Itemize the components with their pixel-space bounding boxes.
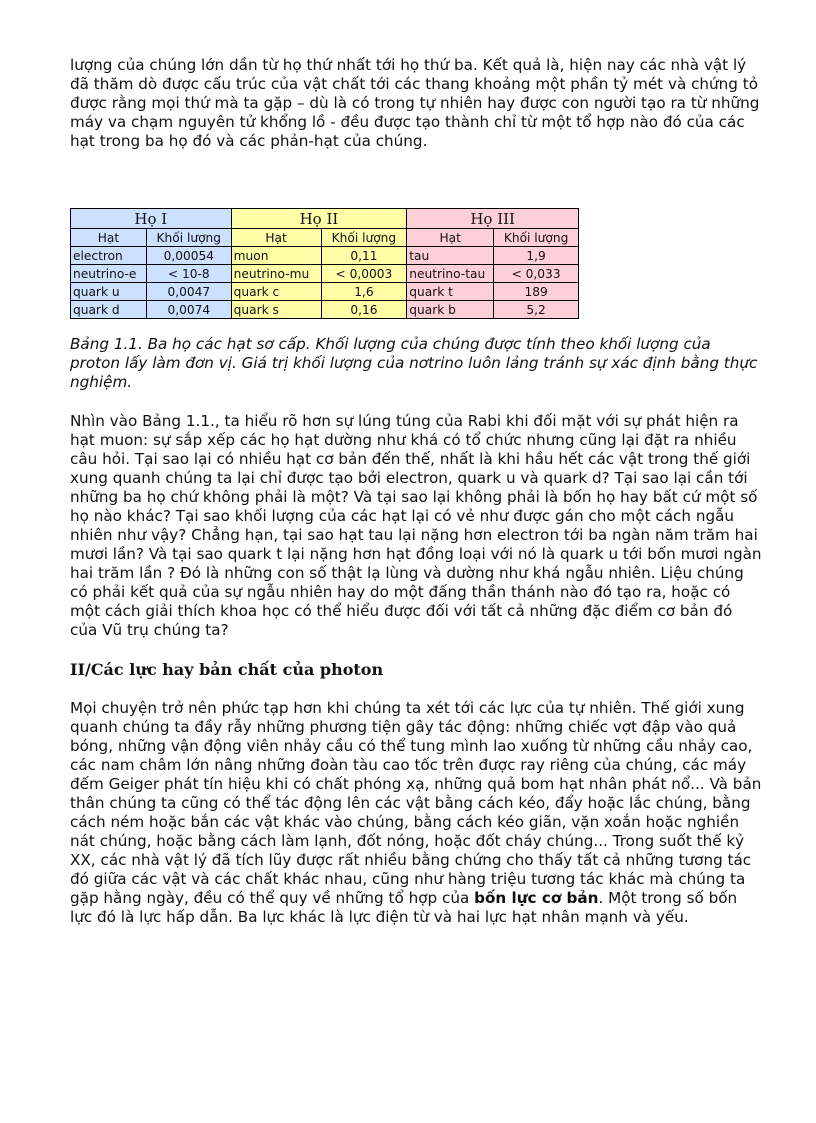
mass-cell: 0,16 <box>321 301 407 319</box>
family-2-header: Họ II <box>231 209 407 229</box>
particle-cell: quark c <box>231 283 321 301</box>
particle-families-table <box>70 208 579 319</box>
particle-cell: neutrino-tau <box>407 265 494 283</box>
particle-table-wrapper <box>70 208 762 319</box>
family-1-header: Họ I <box>71 209 232 229</box>
table-caption: Bảng 1.1. Ba họ các hạt sơ cấp. Khối lượng của chúng được tính theo khối lượng của proton lấy làm đơn vị. Giá trị khối lượng của nơtrino luôn lảng tránh sự xác định bằng thực nghiệm. <box>70 335 758 391</box>
col-mass-1: Khối lượng <box>146 229 231 247</box>
col-particle-3: Hạt <box>407 229 494 247</box>
family-3-header: Họ III <box>407 209 579 229</box>
analysis-paragraph: Nhìn vào Bảng 1.1., ta hiểu rõ hơn sự lúng túng của Rabi khi đối mặt với sự phát hiện ra hạt muon: sự sắp xếp các họ hạt dường như khá có tổ chức nhưng cũng lại đặt ra nhiều câu hỏi. Tại sao lại có nhiều hạt cơ bản đến thế, nhất là khi hầu hết các vật trong thế giới xung quanh chúng ta lại chỉ được tạo bởi electron, quark u và quark d? Tại sao lại cần tới những ba họ chứ không phải là một? Và tại sao lại không phải là bốn họ hay bất cứ một số họ nào khác? Tại sao khối lượng của các hạt lại có vẻ như được gán cho một cách ngẫu nhiên như vậy? Chẳng hạn, tại sao hạt tau lại nặng hơn electron tới ba ngàn năm trăm hai mươi lần? Và tại sao quark t lại nặng hơn hạt đồng loại với nó là quark u tới bốn mươi ngàn hai trăm lần ? Đó là những con số thật lạ lùng và dường như khá ngẫu nhiên. Liệu chúng có phải kết quả của sự ngẫu nhiên hay do một đấng thần thánh nào đó tạo ra, hoặc có một cách giải thích khoa học có thể hiểu được đối với tất cả những đặc điểm cơ bản đó của Vũ trụ chúng ta? <box>70 412 762 639</box>
particle-cell: quark u <box>71 283 147 301</box>
particle-cell: neutrino-mu <box>231 265 321 283</box>
particle-cell: quark t <box>407 283 494 301</box>
family-header-row <box>71 209 579 229</box>
particle-cell: electron <box>71 247 147 265</box>
column-header-row <box>71 229 579 247</box>
mass-cell: 1,9 <box>494 247 579 265</box>
intro-paragraph: lượng của chúng lớn dần từ họ thứ nhất tới họ thứ ba. Kết quả là, hiện nay các nhà vật lý đã thăm dò được cấu trúc của vật chất tới các thang khoảng một phần tỷ mét và chứng tỏ được rằng mọi thứ mà ta gặp – dù là có trong tự nhiên hay được con người tạo ra từ những máy va chạm nguyên tử khổng lồ - đều được tạo thành chỉ từ một tổ hợp nào đó của các hạt trong ba họ đó và các phản-hạt của chúng. <box>70 56 760 150</box>
mass-cell: 1,6 <box>321 283 407 301</box>
mass-cell: 0,00054 <box>146 247 231 265</box>
particle-cell: muon <box>231 247 321 265</box>
particle-cell: neutrino-e <box>71 265 147 283</box>
col-particle-2: Hạt <box>231 229 321 247</box>
table-row <box>71 247 579 265</box>
col-mass-2: Khối lượng <box>321 229 407 247</box>
table-row <box>71 301 579 319</box>
mass-cell: < 10-8 <box>146 265 231 283</box>
mass-cell: 0,11 <box>321 247 407 265</box>
mass-cell: 0,0047 <box>146 283 231 301</box>
document-page <box>70 56 762 927</box>
forces-text-start: Mọi chuyện trở nên phức tạp hơn khi chúng ta xét tới các lực của tự nhiên. Thế giới xung quanh chúng ta đầy rẫy những phương tiện gây tác động: những chiếc vợt đập vào quả bóng, những vận động viên nhảy cầu có thể tung mình lao xuống từ những cầu nhảy cao, các nam châm lớn nâng những đoàn tàu cao tốc trên được ray riêng của chúng, các máy đếm Geiger phát tín hiệu khi có chất phóng xạ, những quả bom hạt nhân phát nổ... Và bản thân chúng ta cũng có thể tác động lên các vật bằng cách kéo, đẩy hoặc lắc chúng, bằng cách ném hoặc bắn các vật khác vào chúng, bằng cách kéo giãn, vặn xoắn hoặc nghiền nát chúng, hoặc bằng cách làm lạnh, đốt nóng, hoặc đốt cháy chúng... Trong suốt thế kỷ XX, các nhà vật lý đã tích lũy được rất nhiều bằng chứng cho thấy tất cả những tương tác đó giữa các vật và các chất khác nhau, cũng như hàng triệu tương tác khác mà chúng ta gặp hằng ngày, đều có thể quy về những tổ hợp của <box>70 699 762 907</box>
col-mass-3: Khối lượng <box>494 229 579 247</box>
mass-cell: 189 <box>494 283 579 301</box>
forces-paragraph <box>70 699 762 927</box>
mass-cell: 5,2 <box>494 301 579 319</box>
mass-cell: 0,0074 <box>146 301 231 319</box>
four-forces-bold: bốn lực cơ bản <box>474 889 599 907</box>
col-particle-1: Hạt <box>71 229 147 247</box>
mass-cell: < 0,0003 <box>321 265 407 283</box>
table-row <box>71 265 579 283</box>
particle-cell: quark d <box>71 301 147 319</box>
section-heading: II/Các lực hay bản chất của photon <box>70 660 384 679</box>
particle-cell: quark b <box>407 301 494 319</box>
particle-cell: quark s <box>231 301 321 319</box>
table-row <box>71 283 579 301</box>
forces-text-end: . Một trong số bốn lực đó là lực hấp dẫn. Ba lực khác là lực điện từ và hai lực hạt nhân mạnh và yếu. <box>70 889 738 926</box>
particle-cell: tau <box>407 247 494 265</box>
mass-cell: < 0,033 <box>494 265 579 283</box>
